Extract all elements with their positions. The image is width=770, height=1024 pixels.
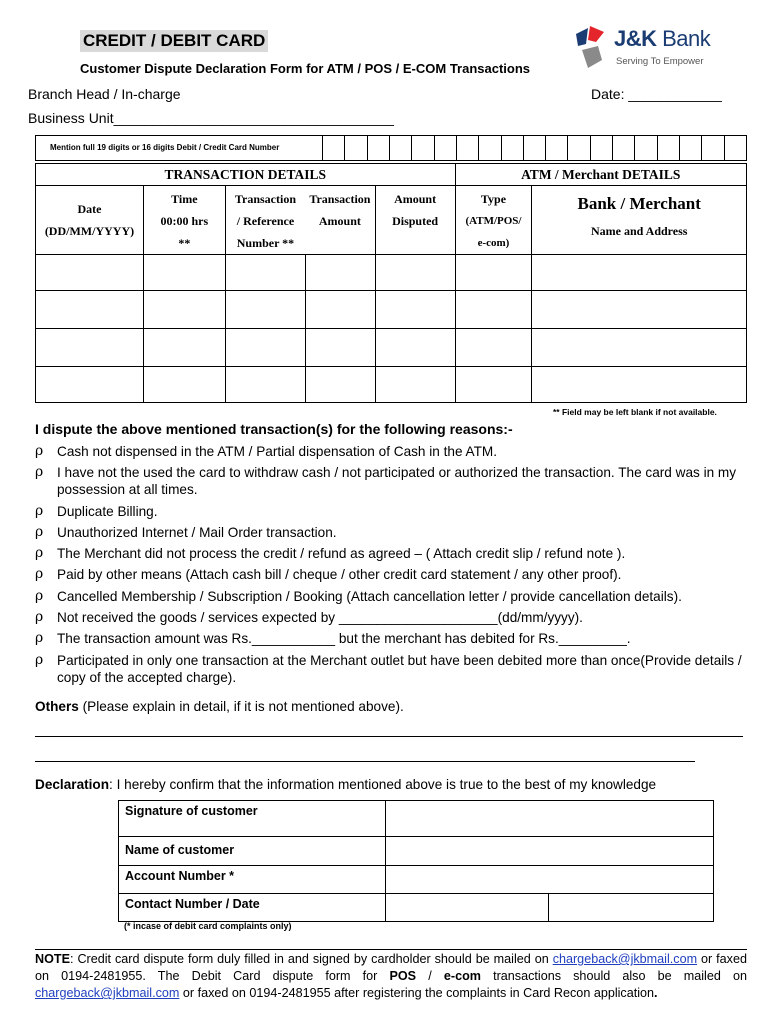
reason-item[interactable]: ρ Paid by other means (Attach cash bill / cheque / other credit card statement / any other proof). <box>35 566 622 583</box>
contact-date-field[interactable] <box>549 894 714 922</box>
table-cell[interactable] <box>225 291 305 329</box>
contact-number-field[interactable] <box>385 894 549 922</box>
card-digit-box[interactable] <box>368 136 390 160</box>
table-cell[interactable] <box>375 291 455 329</box>
note-paragraph: NOTE: Credit card dispute form duly filled in and signed by cardholder should be mailed on chargeback@jkbmail.com or faxed on 0194-2481955. The Debit Card dispute form for POS / e-com transactions should also be mailed on chargeback@jkbmail.com or faxed on 0194-2481955 after registering the complaints in Card Recon application. <box>35 949 747 1002</box>
reason-bullet-icon: ρ <box>35 566 44 583</box>
amount-column-header: Transaction Amount <box>305 186 375 255</box>
reason-bullet-icon: ρ <box>35 464 44 481</box>
reason-item[interactable]: ρ The Merchant did not process the credit / refund as agreed – ( Attach credit slip / refund note ). <box>35 545 626 562</box>
table-cell[interactable] <box>532 255 747 291</box>
table-cell[interactable] <box>375 255 455 291</box>
card-digit-box[interactable] <box>412 136 434 160</box>
customer-name-field[interactable] <box>385 837 713 866</box>
others-label: Others (Please explain in detail, if it is not mentioned above). <box>35 699 404 714</box>
branch-head-label: Branch Head / In-charge <box>28 86 181 102</box>
signature-table <box>118 800 714 922</box>
reason-bullet-icon: ρ <box>35 630 44 647</box>
date-field[interactable]: Date: ____________ <box>591 86 722 102</box>
table-cell[interactable] <box>305 291 375 329</box>
table-cell[interactable] <box>225 367 305 403</box>
reason-item[interactable]: ρ Cancelled Membership / Subscription / Booking (Attach cancellation letter / provide cancellation details). <box>35 587 682 604</box>
card-digit-box[interactable] <box>568 136 590 160</box>
reason-item[interactable]: ρ I have not the used the card to withdraw cash / not participated or authorized the transaction. The card was in my possession at all times. <box>35 464 737 498</box>
table-cell[interactable] <box>455 291 532 329</box>
card-digit-box[interactable] <box>546 136 568 160</box>
table-row <box>36 329 747 367</box>
reason-bullet-icon: ρ <box>35 609 44 626</box>
form-title: CREDIT / DEBIT CARD <box>80 30 268 52</box>
table-cell[interactable] <box>455 367 532 403</box>
table-cell[interactable] <box>532 367 747 403</box>
reasons-heading: I dispute the above mentioned transaction(s) for the following reasons:- <box>35 421 513 437</box>
bank-logo-text: J&K Bank <box>614 26 711 51</box>
table-cell[interactable] <box>143 329 225 367</box>
bank-logo-icon <box>572 24 612 72</box>
table-cell[interactable] <box>143 291 225 329</box>
table-cell[interactable] <box>225 255 305 291</box>
table-cell[interactable] <box>225 329 305 367</box>
reason-bullet-icon: ρ <box>35 587 44 604</box>
table-cell[interactable] <box>36 367 144 403</box>
card-digit-box[interactable] <box>345 136 367 160</box>
business-unit-field[interactable]: Business Unit____________________________________ <box>28 110 394 126</box>
card-digit-box[interactable] <box>635 136 657 160</box>
card-number-row <box>35 135 747 161</box>
reason-bullet-icon: ρ <box>35 651 44 668</box>
reason-bullet-icon: ρ <box>35 545 44 562</box>
table-cell[interactable] <box>455 329 532 367</box>
table-row <box>36 367 747 403</box>
blank-field-note: ** Field may be left blank if not available. <box>553 407 717 417</box>
table-cell[interactable] <box>532 291 747 329</box>
account-number-field[interactable] <box>385 866 713 894</box>
table-cell[interactable] <box>305 329 375 367</box>
card-digit-box[interactable] <box>390 136 412 160</box>
reason-bullet-icon: ρ <box>35 523 44 540</box>
others-line-1[interactable] <box>35 736 743 737</box>
transaction-details-heading: TRANSACTION DETAILS <box>36 164 456 186</box>
bank-logo-tagline: Serving To Empower <box>616 56 704 67</box>
reason-item[interactable]: ρ Participated in only one transaction at the Merchant outlet but have been debited more than once(Provide details / copy of the accepted charge). <box>35 651 742 685</box>
chargeback-email-link[interactable]: chargeback@jkbmail.com <box>35 986 180 1000</box>
table-row <box>36 255 747 291</box>
card-digit-box[interactable] <box>591 136 613 160</box>
disputed-column-header: Amount Disputed <box>375 186 455 255</box>
time-column-header: Time 00:00 hrs ** <box>143 186 225 255</box>
reason-bullet-icon: ρ <box>35 443 44 459</box>
account-number-label: Account Number * <box>119 866 386 894</box>
signature-label: Signature of customer <box>119 801 386 837</box>
card-digit-box[interactable] <box>680 136 702 160</box>
card-digit-box[interactable] <box>323 136 345 160</box>
others-line-2[interactable] <box>35 761 695 762</box>
reason-bullet-icon: ρ <box>35 502 44 519</box>
reasons-list <box>35 443 747 690</box>
type-column-header: Type (ATM/POS/ e-com) <box>455 186 532 255</box>
merchant-column-header: Bank / Merchant Name and Address <box>532 186 747 255</box>
reason-item[interactable]: ρ Cash not dispensed in the ATM / Partial dispensation of Cash in the ATM. <box>35 443 498 459</box>
card-digit-box[interactable] <box>502 136 524 160</box>
card-digit-box[interactable] <box>613 136 635 160</box>
table-cell[interactable] <box>36 255 144 291</box>
bank-logo <box>572 24 732 80</box>
date-column-header: Date (DD/MM/YYYY) <box>36 186 144 255</box>
reason-item[interactable]: ρ Duplicate Billing. <box>35 502 158 519</box>
table-cell[interactable] <box>36 329 144 367</box>
chargeback-email-link[interactable]: chargeback@jkbmail.com <box>552 952 698 966</box>
transaction-table <box>35 163 747 403</box>
form-subtitle: Customer Dispute Declaration Form for ATM / POS / E-COM Transactions <box>80 61 531 76</box>
table-cell[interactable] <box>143 367 225 403</box>
table-cell[interactable] <box>305 255 375 291</box>
table-cell[interactable] <box>305 367 375 403</box>
card-digit-box[interactable] <box>435 136 457 160</box>
reference-column-header: Transaction / Reference Number ** <box>225 186 305 255</box>
table-cell[interactable] <box>375 329 455 367</box>
declaration-text: Declaration: I hereby confirm that the information mentioned above is true to the best of my knowledge <box>35 777 657 792</box>
contact-number-label: Contact Number / Date <box>119 894 386 922</box>
signature-field[interactable] <box>385 801 713 837</box>
reason-item[interactable]: ρ The transaction amount was Rs.___________ but the merchant has debited for Rs._________. <box>35 630 631 647</box>
card-digit-box[interactable] <box>479 136 501 160</box>
reason-item[interactable]: ρ Unauthorized Internet / Mail Order transaction. <box>35 523 337 540</box>
table-cell[interactable] <box>375 367 455 403</box>
customer-name-label: Name of customer <box>119 837 386 866</box>
table-cell[interactable] <box>143 255 225 291</box>
card-digit-box[interactable] <box>725 136 746 160</box>
reason-item[interactable]: ρ Not received the goods / services expected by _____________________(dd/mm/yyyy). <box>35 609 583 626</box>
card-digit-box[interactable] <box>524 136 546 160</box>
table-cell[interactable] <box>532 329 747 367</box>
card-digit-box[interactable] <box>457 136 479 160</box>
table-cell[interactable] <box>36 291 144 329</box>
merchant-details-heading: ATM / Merchant DETAILS <box>455 164 746 186</box>
card-digit-box[interactable] <box>658 136 680 160</box>
card-digit-box[interactable] <box>702 136 724 160</box>
card-number-label: Mention full 19 digits or 16 digits Debit / Credit Card Number <box>36 136 323 160</box>
debit-card-footnote: (* incase of debit card complaints only) <box>124 921 292 931</box>
table-row <box>36 291 747 329</box>
table-cell[interactable] <box>455 255 532 291</box>
